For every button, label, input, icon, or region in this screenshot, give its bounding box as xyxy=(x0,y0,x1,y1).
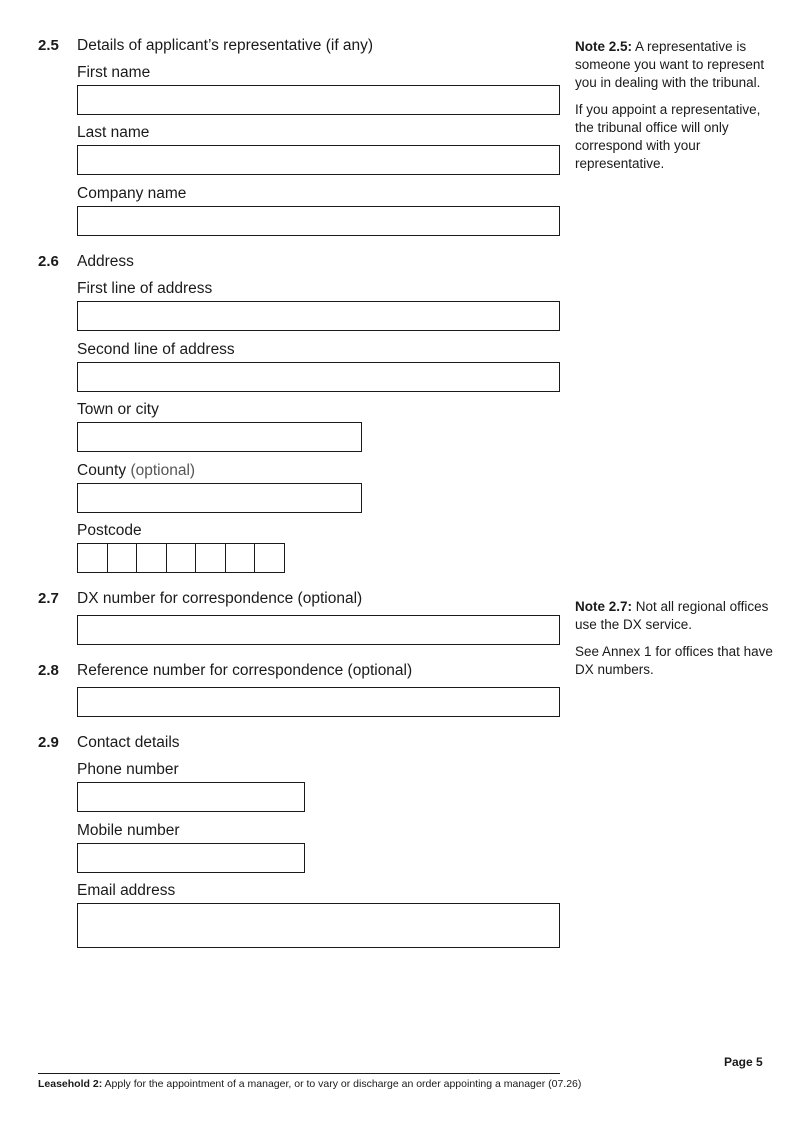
note-text: See Annex 1 for offices that have DX numbers. xyxy=(575,644,773,677)
first-name-field[interactable] xyxy=(77,85,560,115)
county-field[interactable] xyxy=(77,483,362,513)
footer-divider xyxy=(38,1073,560,1074)
email-label: Email address xyxy=(77,882,176,899)
last-name-field[interactable] xyxy=(77,145,560,175)
page-number: Page 5 xyxy=(724,1055,763,1069)
note-2-7 xyxy=(575,598,775,688)
section-heading: DX number for correspondence (optional) xyxy=(77,590,363,607)
dx-number-field[interactable] xyxy=(77,615,560,645)
note-label: Note 2.7: xyxy=(575,599,633,614)
section-number: 2.9 xyxy=(38,734,59,751)
section-heading: Details of applicant’s representative (if any) xyxy=(77,37,374,54)
postcode-char-box[interactable] xyxy=(225,543,256,573)
postcode-label: Postcode xyxy=(77,522,142,539)
town-field[interactable] xyxy=(77,422,362,452)
postcode-char-box[interactable] xyxy=(107,543,138,573)
note-text: If you appoint a representative, the tribunal office will only correspond with your representative. xyxy=(575,102,761,171)
phone-field[interactable] xyxy=(77,782,305,812)
mobile-label: Mobile number xyxy=(77,822,180,839)
section-heading: Reference number for correspondence (optional) xyxy=(77,662,413,679)
company-name-label: Company name xyxy=(77,185,187,202)
footer-description: Apply for the appointment of a manager, or to vary or discharge an order appointing a manager (07.26) xyxy=(102,1078,582,1090)
county-label: County (optional) xyxy=(77,462,196,479)
section-number: 2.8 xyxy=(38,662,59,679)
note-label: Note 2.5: xyxy=(575,39,633,54)
postcode-char-box[interactable] xyxy=(254,543,285,573)
phone-label: Phone number xyxy=(77,761,179,778)
address-line1-label: First line of address xyxy=(77,280,213,297)
email-field[interactable] xyxy=(77,903,560,948)
postcode-char-box[interactable] xyxy=(195,543,226,573)
postcode-char-box[interactable] xyxy=(77,543,108,573)
section-heading: Address xyxy=(77,253,134,270)
company-name-field[interactable] xyxy=(77,206,560,236)
mobile-field[interactable] xyxy=(77,843,305,873)
note-text: Not all regional offices use the DX service. xyxy=(575,599,769,632)
last-name-label: Last name xyxy=(77,124,150,141)
postcode-char-box[interactable] xyxy=(136,543,167,573)
town-label: Town or city xyxy=(77,401,159,418)
first-name-label: First name xyxy=(77,64,151,81)
section-heading: Contact details xyxy=(77,734,180,751)
address-line1-field[interactable] xyxy=(77,301,560,331)
postcode-char-box[interactable] xyxy=(166,543,197,573)
postcode-field[interactable] xyxy=(77,543,284,573)
footer-form-name: Leasehold 2: xyxy=(38,1078,103,1090)
address-line2-label: Second line of address xyxy=(77,341,235,358)
section-number: 2.5 xyxy=(38,37,59,54)
note-2-5 xyxy=(575,38,775,182)
reference-number-field[interactable] xyxy=(77,687,560,717)
address-line2-field[interactable] xyxy=(77,362,560,392)
section-number: 2.7 xyxy=(38,590,59,607)
footer-text xyxy=(38,1078,581,1090)
note-text: A representative is someone you want to represent you in dealing with the tribunal. xyxy=(575,39,765,90)
section-number: 2.6 xyxy=(38,253,59,270)
